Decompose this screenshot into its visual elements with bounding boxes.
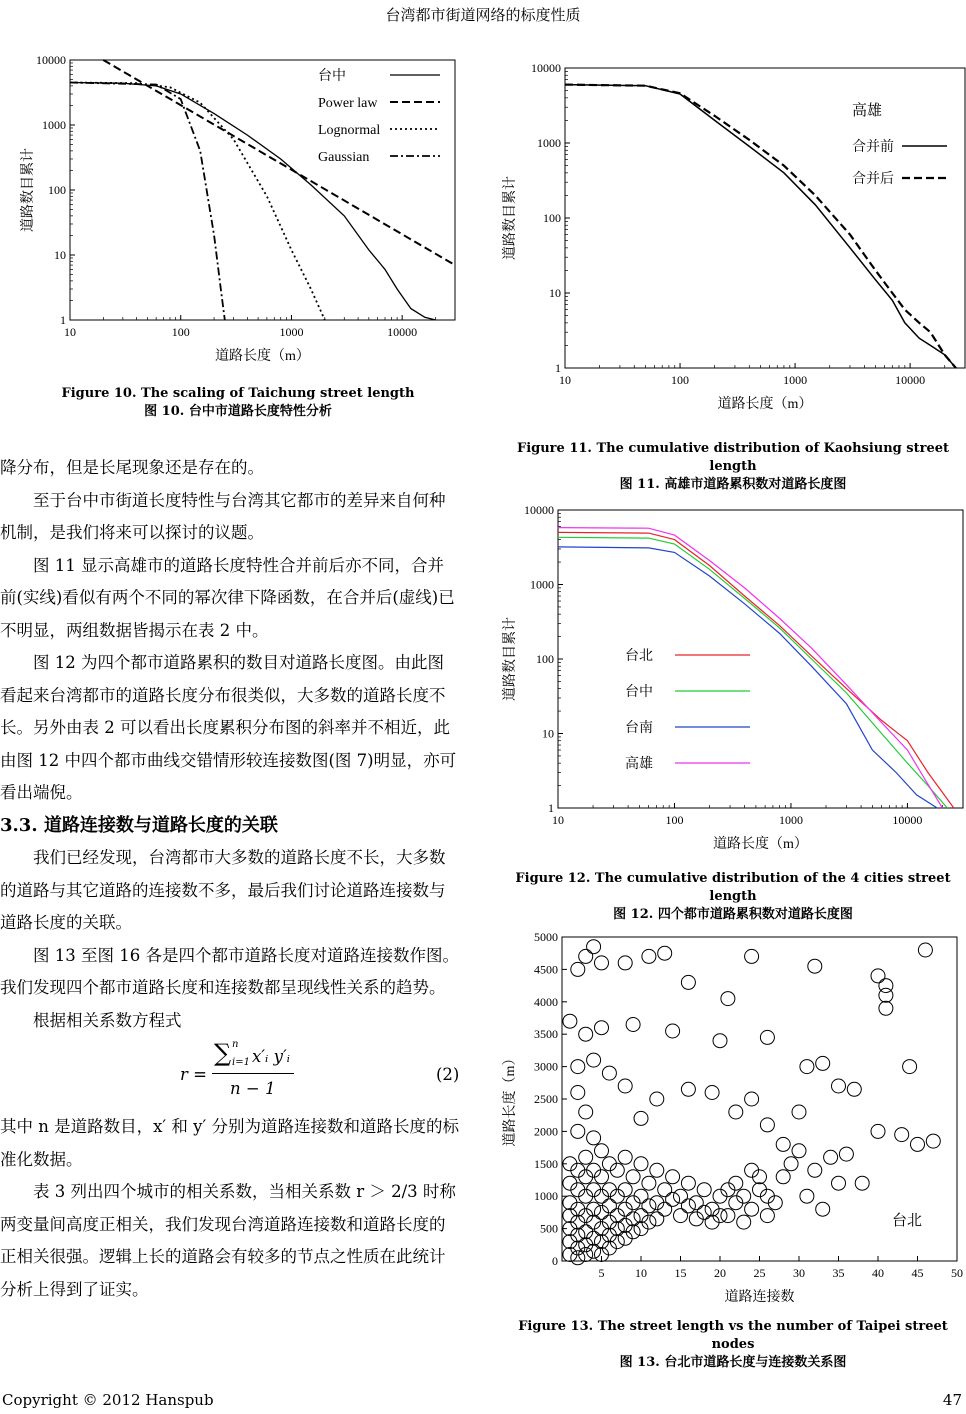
scatter-point	[926, 1134, 940, 1148]
scatter-point	[571, 962, 585, 976]
x-tick-label: 10000	[895, 373, 926, 387]
scatter-point	[903, 1060, 917, 1074]
scatter-point	[918, 943, 932, 957]
scatter-point	[871, 1124, 885, 1138]
figure-12-caption-zh: 图 12. 四个都市道路累积数对道路长度图	[613, 907, 853, 922]
x-tick-label: 25	[753, 1266, 766, 1280]
scatter-point	[705, 1086, 719, 1100]
scatter-point	[626, 1170, 640, 1184]
figure-11-chart	[500, 55, 966, 435]
scatter-point	[658, 946, 672, 960]
legend-label: 高雄	[625, 757, 653, 772]
scatter-point	[816, 1202, 830, 1216]
x-tick-label: 15	[674, 1266, 687, 1280]
chart-title: 高雄	[852, 103, 883, 119]
figure-10-caption	[18, 385, 458, 421]
x-tick-label: 35	[832, 1266, 845, 1280]
legend-label: 合并后	[852, 172, 894, 187]
scatter-point	[595, 1144, 609, 1158]
y-axis-label: 道路数目累计	[503, 176, 518, 260]
x-tick-label: 100	[665, 813, 684, 827]
figure-12-caption-en: Figure 12. The cumulative distribution of the 4 cities street length	[515, 871, 951, 904]
y-tick-label: 4000	[534, 994, 558, 1009]
paragraph: 降分布，但是长尾现象还是存在的。	[0, 458, 264, 477]
scatter-point	[571, 1060, 585, 1074]
legend-label: Power law	[318, 96, 378, 111]
legend-label: Lognormal	[318, 123, 381, 138]
y-tick-label: 1	[555, 361, 561, 375]
scatter-point	[760, 1209, 774, 1223]
plot-frame	[70, 60, 455, 320]
series-line-1	[565, 85, 956, 368]
scatter-point	[579, 1150, 593, 1164]
scatter-point	[808, 1163, 822, 1177]
y-tick-label: 10	[54, 248, 66, 262]
paragraph: 至于台中市街道长度特性与台湾其它都市的差异来自何种机制，是我们将来可以探讨的议题。	[0, 490, 446, 542]
scatter-point	[839, 1147, 853, 1161]
figure-13-caption-zh: 图 13. 台北市道路长度与连接数关系图	[619, 1355, 847, 1370]
y-tick-label: 100	[543, 211, 561, 225]
y-axis-label: 道路长度（m）	[503, 1051, 518, 1147]
paragraph: 根据相关系数方程式	[33, 1010, 182, 1030]
scatter-point	[579, 949, 593, 963]
scatter-point	[871, 969, 885, 983]
y-tick-label: 0	[552, 1254, 558, 1268]
x-tick-label: 45	[911, 1266, 924, 1280]
section-heading: 3.3. 道路连接数与道路长度的关联	[0, 814, 278, 836]
scatter-point	[681, 1176, 695, 1190]
scatter-point	[911, 1137, 925, 1151]
footer-page-number: 47	[942, 1391, 962, 1409]
series-line-4	[558, 528, 943, 808]
y-tick-label: 1	[548, 801, 554, 815]
figure-12-caption	[500, 870, 966, 924]
footer-copyright: Copyright © 2012 Hanspub	[2, 1391, 214, 1409]
y-tick-label: 100	[48, 183, 66, 197]
x-tick-label: 10	[64, 325, 76, 339]
scatter-point	[721, 1209, 735, 1223]
scatter-point	[642, 949, 656, 963]
y-tick-label: 4500	[534, 962, 558, 977]
scatter-point	[879, 1001, 893, 1015]
x-tick-label: 10	[552, 813, 564, 827]
legend-label: 合并前	[852, 140, 894, 155]
y-tick-label: 1000	[42, 118, 66, 132]
scatter-point	[800, 1060, 814, 1074]
scatter-point	[808, 959, 822, 973]
legend-label: 台中	[625, 685, 653, 700]
scatter-point	[824, 1150, 838, 1164]
x-axis-label: 道路长度（m）	[215, 349, 310, 364]
scatter-point	[650, 1163, 664, 1177]
scatter-point	[626, 1018, 640, 1032]
y-tick-label: 1000	[537, 136, 561, 150]
scatter-point	[855, 1176, 869, 1190]
scatter-point	[681, 975, 695, 989]
figure-10-caption-en: Figure 10. The scaling of Taichung street length	[61, 386, 415, 401]
scatter-point	[816, 1056, 830, 1070]
chart-title: 台北	[892, 1213, 923, 1229]
figure-13-caption-en: Figure 13. The street length vs the number of Taipei street nodes	[518, 1319, 948, 1352]
scatter-point	[721, 992, 735, 1006]
series-line-2	[103, 60, 455, 265]
y-tick-label: 3000	[534, 1059, 558, 1074]
y-tick-label: 2500	[534, 1092, 558, 1106]
scatter-point	[634, 1157, 648, 1171]
y-tick-label: 10000	[531, 61, 561, 75]
x-axis-label: 道路连接数	[724, 1290, 795, 1305]
paragraph: 图 12 为四个都市道路累积的数目对道路长度图。由此图看起来台湾都市的道路长度分布很类似，大多数的道路长度不长。另外由表 2 可以看出长度累积分布图的斜率并不相近，此由图 12 中四个都市曲线交错情形较连接数图(图 7)明显，亦可看出端倪。	[0, 653, 457, 802]
figure-12-chart	[500, 500, 966, 862]
scatter-point	[602, 1066, 616, 1080]
equation-denominator: n − 1	[230, 1079, 276, 1098]
scatter-point	[792, 1105, 806, 1119]
legend-label: 台北	[625, 649, 653, 664]
x-axis-label: 道路长度（m）	[713, 837, 808, 852]
figure-13-caption	[500, 1318, 966, 1372]
scatter-point	[618, 956, 632, 970]
scatter-point	[729, 1105, 743, 1119]
figure-10-caption-zh: 图 10. 台中市道路长度特性分析	[144, 404, 332, 419]
scatter-point	[579, 1105, 593, 1119]
plot-frame	[558, 510, 963, 808]
scatter-point	[681, 1199, 695, 1213]
y-tick-label: 1	[60, 313, 66, 327]
figure-11-caption	[500, 440, 966, 494]
paragraph: 图 11 显示高雄市的道路长度特性合并前后亦不同，合并前(实线)看似有两个不同的幂次律下降函数，在合并后(虚线)已不明显，两组数据皆揭示在表 2 中。	[0, 555, 455, 640]
x-tick-label: 1000	[783, 373, 808, 387]
scatter-point	[571, 1251, 585, 1265]
equation-sum-lower: i=1	[232, 1057, 250, 1068]
scatter-point	[587, 1053, 601, 1067]
series-line-1	[70, 83, 436, 321]
y-tick-label: 1000	[530, 577, 554, 592]
equation-sum: ∑	[214, 1039, 232, 1067]
figure-13-chart	[500, 925, 966, 1310]
scatter-point	[642, 1176, 656, 1190]
equation-sum-upper: n	[232, 1039, 239, 1050]
scatter-point	[595, 956, 609, 970]
paragraph: 我们已经发现，台湾都市大多数的道路长度不长，大多数的道路与其它道路的连接数不多，最后我们讨论道路连接数与道路长度的关联。	[0, 848, 446, 932]
scatter-point	[745, 949, 759, 963]
body-text-column	[0, 452, 460, 1306]
y-tick-label: 5000	[534, 930, 558, 944]
running-header: 台湾都市街道网络的标度性质	[385, 6, 581, 24]
scatter-point	[847, 1082, 861, 1096]
scatter-point	[745, 1092, 759, 1106]
x-axis-label: 道路长度（m）	[717, 397, 813, 412]
equation-number: (2)	[436, 1065, 460, 1084]
x-tick-label: 20	[714, 1266, 726, 1280]
scatter-point	[800, 1189, 814, 1203]
equation-2	[0, 1037, 460, 1111]
scatter-point	[666, 1170, 680, 1184]
x-tick-label: 30	[793, 1266, 805, 1280]
y-tick-label: 10000	[36, 53, 66, 67]
series-line-3	[558, 547, 937, 808]
scatter-point	[650, 1092, 664, 1106]
equation-lhs: r =	[180, 1065, 207, 1084]
scatter-point	[745, 1202, 759, 1216]
scatter-point	[650, 1212, 664, 1226]
x-tick-label: 1000	[279, 325, 304, 339]
scatter-point	[760, 1030, 774, 1044]
scatter-point	[587, 1131, 601, 1145]
scatter-point	[792, 1144, 806, 1158]
scatter-point	[642, 1199, 656, 1213]
scatter-point	[832, 1176, 846, 1190]
x-tick-label: 10	[635, 1266, 647, 1280]
y-axis-label: 道路数目累计	[21, 148, 36, 232]
scatter-point	[618, 1079, 632, 1093]
x-tick-label: 40	[872, 1266, 884, 1280]
legend-label: 台中	[318, 69, 346, 84]
figure-11-caption-en: Figure 11. The cumulative distribution of Kaohsiung street length	[516, 441, 950, 474]
scatter-point	[737, 1215, 751, 1229]
paragraph: 其中 n 是道路数目，x′ 和 y′ 分别为道路连接数和道路长度的标准化数据。	[0, 1117, 459, 1169]
scatter-point	[674, 1209, 688, 1223]
y-tick-label: 10	[549, 286, 561, 300]
scatter-point	[674, 1189, 688, 1203]
scatter-point	[658, 1183, 672, 1197]
x-tick-label: 5	[598, 1266, 605, 1280]
scatter-point	[776, 1170, 790, 1184]
y-tick-label: 1000	[534, 1189, 558, 1204]
x-tick-label: 100	[671, 373, 690, 387]
scatter-point	[595, 1021, 609, 1035]
scatter-point	[563, 1014, 577, 1028]
scatter-point	[618, 1150, 632, 1164]
scatter-point	[571, 1086, 585, 1100]
legend-label: Gaussian	[318, 150, 370, 165]
y-tick-label: 1500	[534, 1156, 558, 1171]
legend-label: 台南	[625, 721, 653, 736]
scatter-point	[784, 1157, 798, 1171]
equation-numerator: x′ᵢ y′ᵢ	[252, 1047, 291, 1066]
figure-10-chart	[18, 50, 458, 380]
series-line-2	[558, 537, 947, 808]
scatter-point	[832, 1079, 846, 1093]
scatter-point	[879, 988, 893, 1002]
scatter-point	[697, 1183, 711, 1197]
scatter-point	[760, 1118, 774, 1132]
x-tick-label: 10000	[387, 325, 418, 339]
series-line-1	[558, 532, 954, 808]
scatter-point	[634, 1111, 648, 1125]
y-tick-label: 10000	[524, 503, 554, 517]
scatter-point	[666, 1024, 680, 1038]
y-tick-label: 100	[536, 652, 554, 666]
scatter-point	[895, 1128, 909, 1142]
y-tick-label: 2000	[534, 1124, 558, 1139]
x-tick-label: 10000	[892, 813, 923, 827]
x-tick-label: 1000	[778, 813, 803, 827]
x-tick-label: 100	[171, 325, 190, 339]
scatter-point	[666, 1192, 680, 1206]
scatter-point	[571, 1124, 585, 1138]
series-line-2	[565, 85, 956, 368]
scatter-point	[681, 1082, 695, 1096]
scatter-point	[689, 1196, 703, 1210]
y-axis-label: 道路数目累计	[503, 617, 518, 701]
paragraph: 表 3 列出四个城市的相关系数，当相关系数 r ＞ 2/3 时称两变量间高度正相关，我们发现台湾道路连接数和道路长度的正相关很强。逻辑上长的道路会有较多的节点之性质在此统计分析上得到了证实。	[0, 1182, 456, 1299]
y-tick-label: 500	[540, 1221, 558, 1236]
series-line-3	[70, 83, 325, 321]
scatter-point	[776, 1137, 790, 1151]
figure-11-caption-zh: 图 11. 高雄市道路累积数对道路长度图	[619, 477, 847, 492]
x-tick-label: 10	[559, 373, 571, 387]
paragraph: 图 13 至图 16 各是四个都市道路长度对道路连接数作图。我们发现四个都市道路长度和连接数都呈现线性关系的趋势。	[0, 945, 459, 997]
x-tick-label: 50	[951, 1266, 963, 1280]
y-tick-label: 3500	[534, 1027, 558, 1042]
y-tick-label: 10	[542, 726, 554, 741]
scatter-point	[713, 1034, 727, 1048]
scatter-point	[587, 940, 601, 954]
scatter-point	[579, 1027, 593, 1041]
